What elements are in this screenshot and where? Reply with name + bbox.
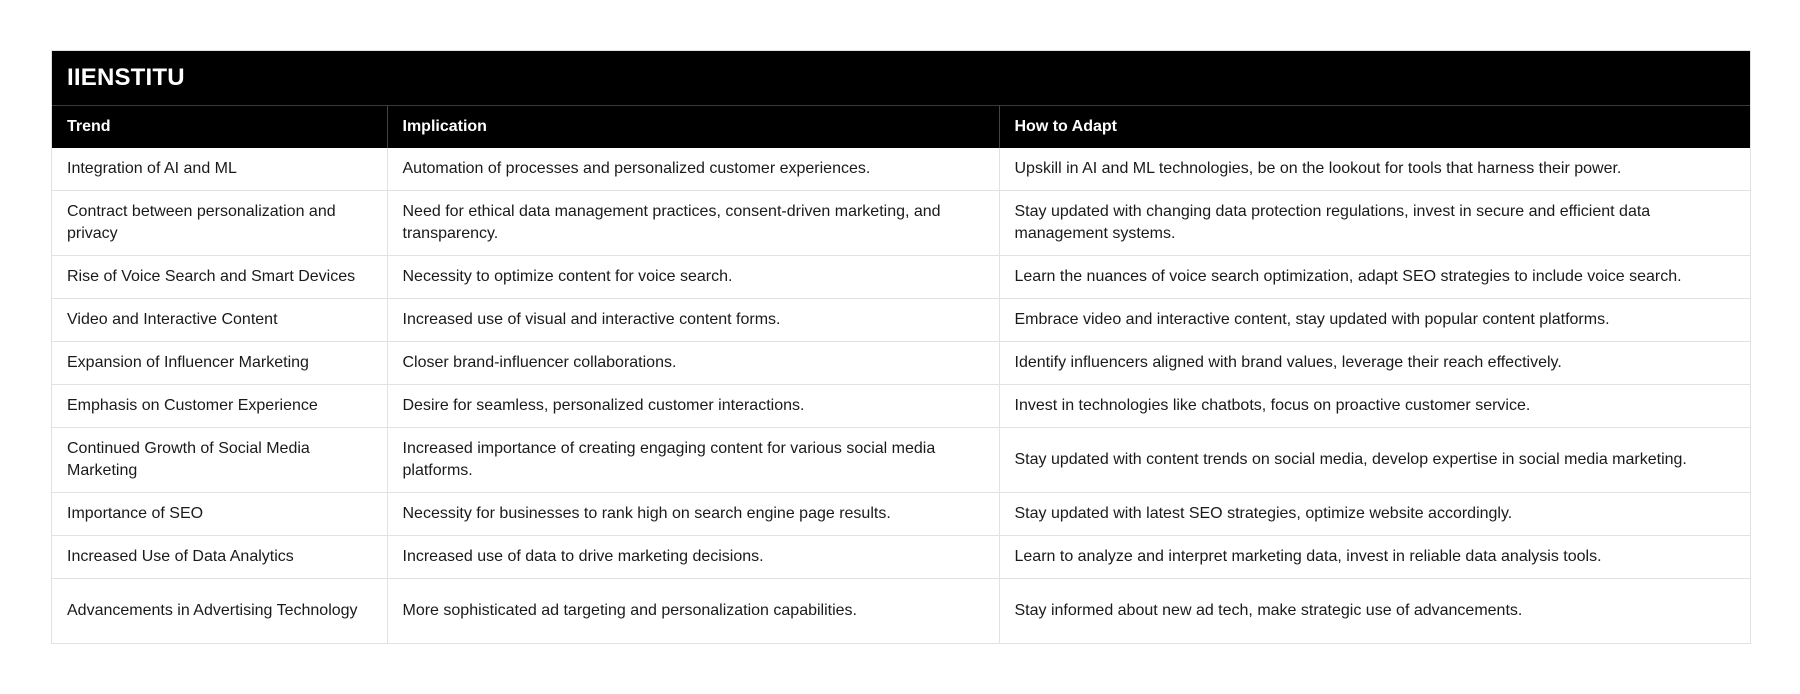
- table-header: [52, 106, 1750, 148]
- cell-how-to-adapt: Upskill in AI and ML technologies, be on the lookout for tools that harness their power.: [1014, 160, 1622, 177]
- table-row: [52, 493, 1750, 536]
- cell-how-to-adapt: Learn the nuances of voice search optimization, adapt SEO strategies to include voice search.: [999, 256, 1750, 299]
- cell-implication: Necessity for businesses to rank high on search engine page results.: [387, 493, 999, 536]
- cell-implication: More sophisticated ad targeting and personalization capabilities.: [387, 579, 999, 644]
- cell-implication: Desire for seamless, personalized customer interactions.: [387, 385, 999, 428]
- cell-implication: Necessity to optimize content for voice search.: [387, 256, 999, 299]
- cell-trend: Video and Interactive Content: [52, 299, 387, 342]
- table-row: [52, 191, 1750, 256]
- cell-trend: Continued Growth of Social Media Marketing: [52, 428, 387, 493]
- cell-implication: Increased importance of creating engaging content for various social media platforms.: [387, 428, 999, 493]
- column-header-trend: Trend: [52, 106, 387, 148]
- cell-how-to-adapt: Learn to analyze and interpret marketing data, invest in reliable data analysis tools.: [999, 536, 1750, 579]
- trends-table: [52, 106, 1750, 643]
- table-row: [52, 579, 1750, 644]
- table-title: IIENSTITU: [52, 51, 1750, 106]
- column-header-implication: Implication: [387, 106, 999, 148]
- cell-how-to-adapt: Stay updated with changing data protection regulations, invest in secure and efficient data management systems.: [999, 191, 1750, 256]
- cell-trend: Expansion of Influencer Marketing: [52, 342, 387, 385]
- table-row: [52, 256, 1750, 299]
- cell-trend: Rise of Voice Search and Smart Devices: [52, 256, 387, 299]
- table-row: [52, 385, 1750, 428]
- cell-how-to-adapt: Stay updated with latest SEO strategies, optimize website accordingly.: [999, 493, 1750, 536]
- cell-how-to-adapt: Stay informed about new ad tech, make strategic use of advancements.: [999, 579, 1750, 644]
- table-row: [52, 536, 1750, 579]
- table-row: [52, 342, 1750, 385]
- cell-how-to-adapt: Invest in technologies like chatbots, focus on proactive customer service.: [999, 385, 1750, 428]
- table-row: [52, 428, 1750, 493]
- cell-how-to-adapt: Identify influencers aligned with brand values, leverage their reach effectively.: [999, 342, 1750, 385]
- header-row: [52, 106, 1750, 148]
- cell-trend: Increased Use of Data Analytics: [52, 536, 387, 579]
- cell-how-to-adapt: Embrace video and interactive content, stay updated with popular content platforms.: [999, 299, 1750, 342]
- cell-implication: Increased use of data to drive marketing decisions.: [387, 536, 999, 579]
- cell-trend: Importance of SEO: [52, 493, 387, 536]
- cell-trend: Integration of AI and ML: [52, 148, 387, 191]
- table-row: [52, 148, 1750, 191]
- trends-table-container: [51, 50, 1751, 644]
- cell-trend: Emphasis on Customer Experience: [52, 385, 387, 428]
- cell-implication: Automation of processes and personalized customer experiences.: [387, 148, 999, 191]
- cell-how-to-adapt: Stay updated with content trends on social media, develop expertise in social media marketing.: [999, 428, 1750, 493]
- cell-trend: Advancements in Advertising Technology: [52, 579, 387, 644]
- table-row: [52, 299, 1750, 342]
- table-body: [52, 148, 1750, 643]
- column-header-how-to-adapt: How to Adapt: [999, 106, 1750, 148]
- cell-trend: Contract between personalization and privacy: [52, 191, 387, 256]
- cell-implication: Closer brand-influencer collaborations.: [387, 342, 999, 385]
- cell-implication: Need for ethical data management practices, consent-driven marketing, and transparency.: [387, 191, 999, 256]
- cell-implication: Increased use of visual and interactive content forms.: [387, 299, 999, 342]
